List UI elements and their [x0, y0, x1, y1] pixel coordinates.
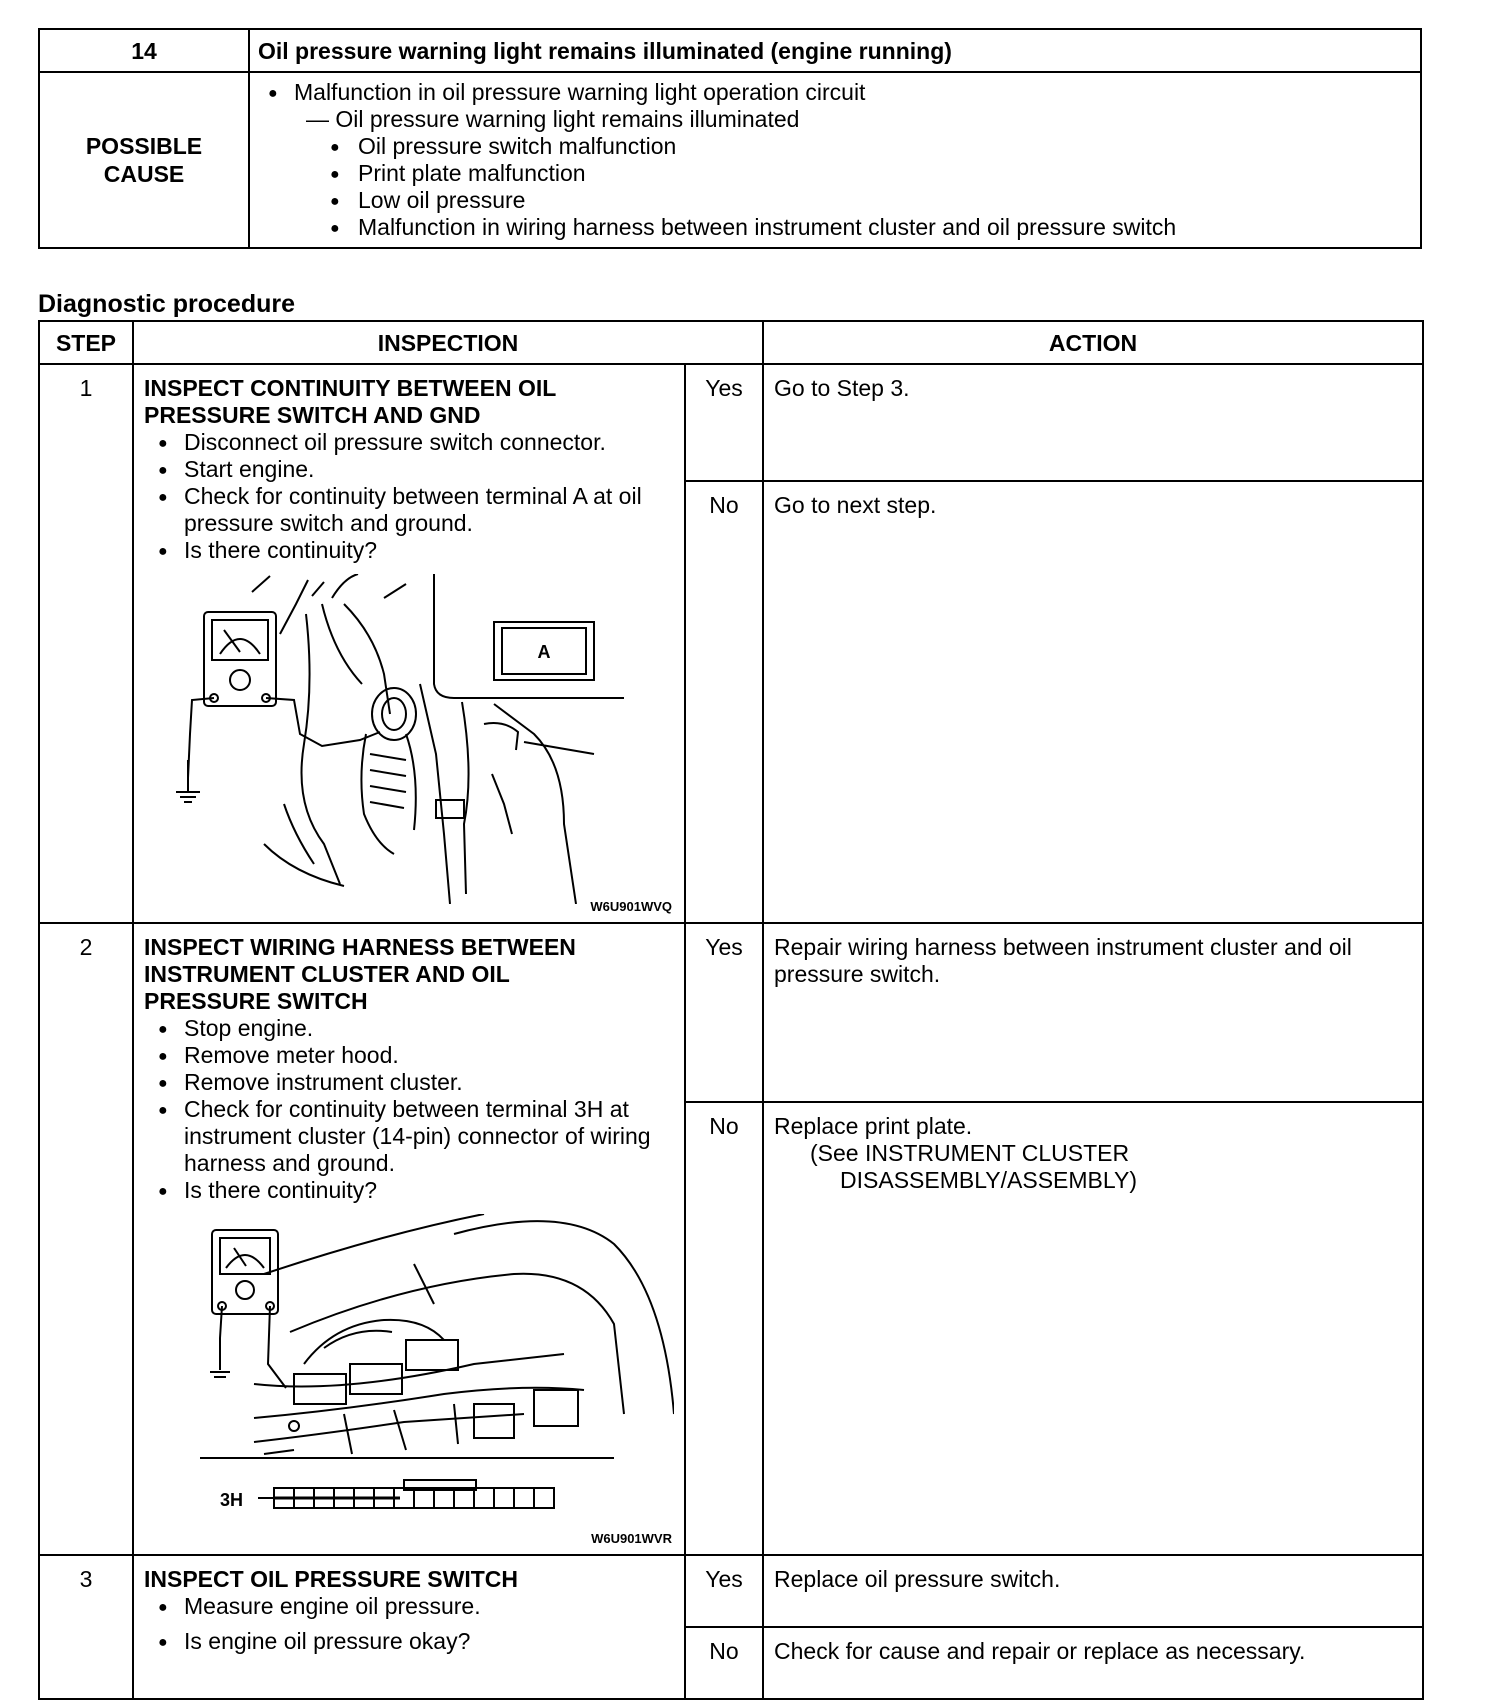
inspection-bullet: ● Disconnect oil pressure switch connector. — [144, 429, 676, 456]
step-title: PRESSURE SWITCH — [144, 988, 368, 1014]
yes-label: Yes — [685, 1555, 763, 1627]
inspection-bullet: ● Is there continuity? — [144, 1177, 676, 1204]
step-title: PRESSURE SWITCH AND GND — [144, 402, 481, 428]
no-action-line: Replace print plate. — [774, 1112, 973, 1139]
ground-symbol-icon — [210, 1372, 230, 1377]
trouble-number: 14 — [39, 29, 249, 72]
trouble-title: Oil pressure warning light remains illuminated (engine running) — [249, 29, 1421, 72]
no-label: No — [685, 481, 763, 923]
ground-symbol-icon — [176, 786, 200, 802]
step-number: 3 — [39, 1555, 133, 1699]
ohmmeter-icon — [204, 612, 276, 706]
oil-pressure-switch-illustration — [144, 574, 674, 904]
step-title: INSPECT WIRING HARNESS BETWEEN — [144, 934, 576, 960]
cause-item: ● Malfunction in wiring harness between instrument cluster and oil pressure switch — [262, 214, 1412, 241]
possible-cause-label-line2: CAUSE — [103, 161, 185, 187]
step-2-inspection — [133, 923, 685, 1555]
column-header-action: ACTION — [763, 321, 1423, 364]
no-action: Check for cause and repair or replace as necessary. — [763, 1627, 1423, 1699]
step-title: INSPECT CONTINUITY BETWEEN OIL — [144, 375, 557, 401]
possible-cause-list — [249, 72, 1421, 248]
yes-action: Repair wiring harness between instrument cluster and oil pressure switch. — [763, 923, 1423, 1102]
step-3-yes-row — [39, 1555, 1423, 1627]
cause-item: ● Malfunction in oil pressure warning light operation circuit — [262, 79, 1412, 106]
step-3-inspection — [133, 1555, 685, 1699]
no-action: Go to next step. — [763, 481, 1423, 923]
possible-cause-label — [39, 72, 249, 248]
inspection-bullet: ● Stop engine. — [144, 1015, 676, 1042]
no-label: No — [685, 1102, 763, 1555]
inspection-bullet: ● Check for continuity between terminal A at oil pressure switch and ground. — [144, 483, 676, 537]
step-title: INSTRUMENT CLUSTER AND OIL — [144, 961, 510, 987]
no-action — [763, 1102, 1423, 1555]
step-1-yes-row — [39, 364, 1423, 481]
no-action-line: DISASSEMBLY/ASSEMBLY) — [840, 1166, 1137, 1193]
yes-label: Yes — [685, 923, 763, 1102]
terminal-label: 3H — [220, 1490, 244, 1510]
step-2-yes-row — [39, 923, 1423, 1102]
cause-item: ● Oil pressure switch malfunction — [262, 133, 1412, 160]
yes-action: Replace oil pressure switch. — [763, 1555, 1423, 1627]
possible-cause-row — [39, 72, 1421, 248]
column-header-step: STEP — [39, 321, 133, 364]
possible-cause-label-line1: POSSIBLE — [85, 133, 203, 159]
step-title: INSPECT OIL PRESSURE SWITCH — [144, 1566, 519, 1592]
inspection-bullet: ● Check for continuity between terminal 3H at instrument cluster (14-pin) connector of wiring harness and ground. — [144, 1096, 676, 1177]
terminal-label: A — [537, 642, 551, 662]
figure-code: W6U901WVQ — [590, 899, 672, 914]
possible-cause-table — [38, 28, 1422, 249]
diagnostic-procedure-table — [38, 320, 1424, 1700]
inspection-bullet: ● Remove meter hood. — [144, 1042, 676, 1069]
cause-item: ● Low oil pressure — [262, 187, 1412, 214]
column-header-inspection: INSPECTION — [133, 321, 763, 364]
yes-action: Go to Step 3. — [763, 364, 1423, 481]
no-action-line: (See INSTRUMENT CLUSTER — [810, 1139, 1130, 1166]
step-1-figure — [144, 574, 676, 922]
cause-item: ● Print plate malfunction — [262, 160, 1412, 187]
inspection-bullet: ● Is there continuity? — [144, 537, 676, 564]
inspection-bullet: ● Is engine oil pressure okay? — [144, 1628, 676, 1655]
step-number: 2 — [39, 923, 133, 1555]
trouble-header-row — [39, 29, 1421, 72]
yes-label: Yes — [685, 364, 763, 481]
step-number: 1 — [39, 364, 133, 923]
instrument-cluster-illustration — [144, 1214, 674, 1538]
inspection-bullet: ● Start engine. — [144, 456, 676, 483]
cause-subitem: — Oil pressure warning light remains illuminated — [306, 106, 800, 132]
no-label: No — [685, 1627, 763, 1699]
section-title: Diagnostic procedure — [38, 290, 295, 318]
figure-code: W6U901WVR — [591, 1531, 672, 1546]
inspection-bullet: ● Remove instrument cluster. — [144, 1069, 676, 1096]
diagnostic-header-row — [39, 321, 1423, 364]
step-2-figure — [144, 1214, 676, 1554]
step-1-inspection — [133, 364, 685, 923]
inspection-bullet: ● Measure engine oil pressure. — [144, 1593, 676, 1620]
